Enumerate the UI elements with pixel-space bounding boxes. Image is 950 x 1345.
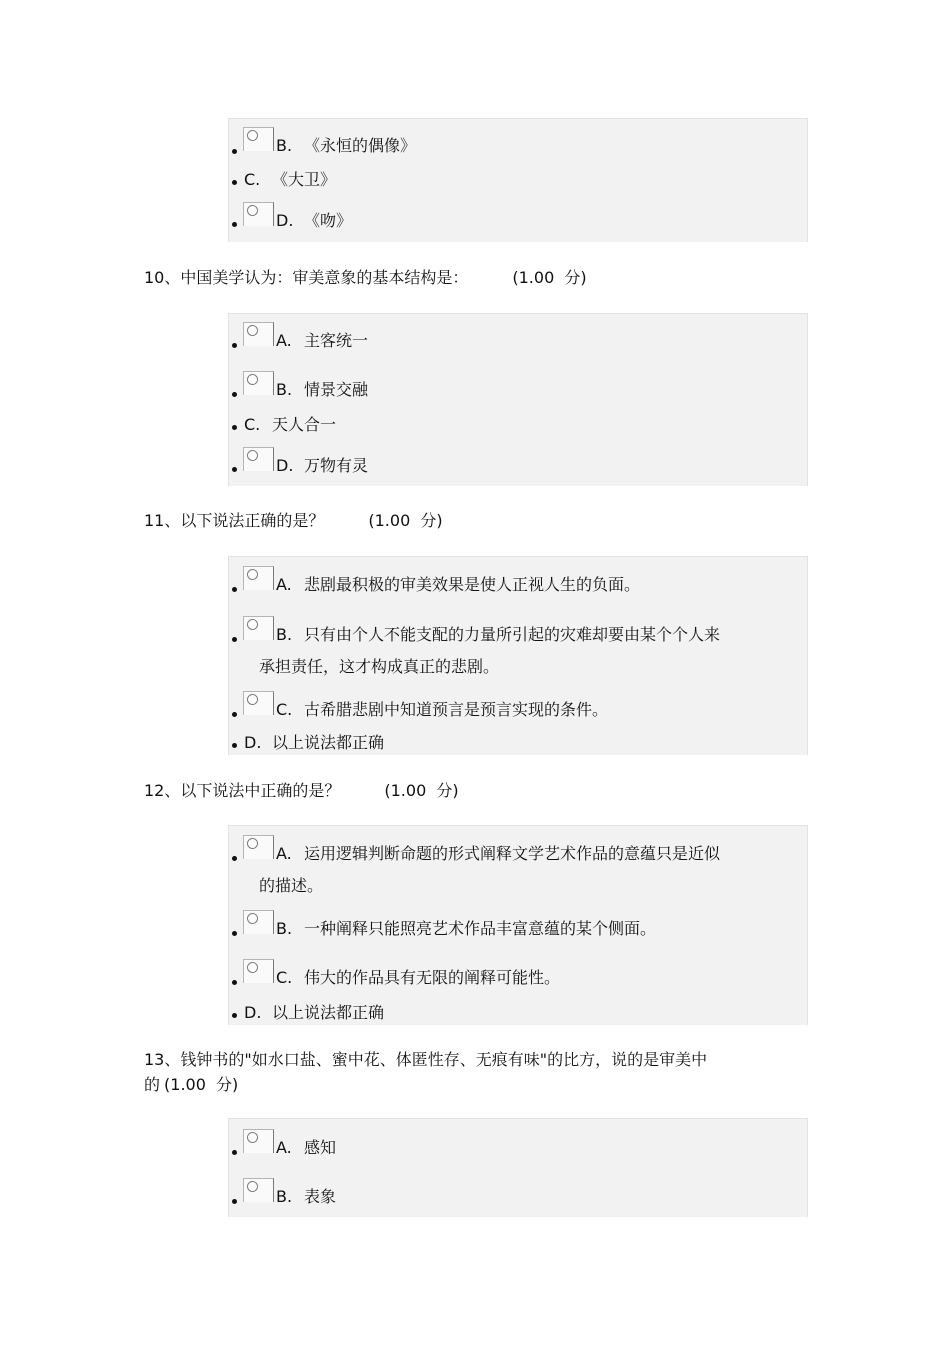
radio-circle-icon — [247, 619, 258, 630]
option-letter: C. — [276, 700, 293, 719]
option-letter: D. — [244, 1003, 262, 1022]
option-letter: A. — [276, 575, 292, 594]
bullet-icon — [232, 425, 237, 430]
question-text-continued: 的 — [144, 1075, 161, 1094]
radio-button[interactable] — [243, 447, 274, 471]
option-text: 主客统一 — [304, 331, 369, 350]
question-score: (1.00 分) — [384, 781, 459, 800]
radio-circle-icon — [247, 962, 258, 973]
radio-circle-icon — [247, 694, 258, 705]
option-text: 运用逻辑判断命题的形式阐释文学艺术作品的意蕴只是近似 — [304, 844, 721, 863]
question-text: 12、以下说法中正确的是？ — [144, 781, 341, 800]
option-letter: A. — [276, 1138, 292, 1157]
radio-button[interactable] — [243, 835, 274, 859]
option-text: 万物有灵 — [304, 456, 369, 475]
radio-button[interactable] — [243, 691, 274, 715]
option-letter: D. — [276, 456, 294, 475]
radio-circle-icon — [247, 374, 258, 385]
radio-circle-icon — [247, 450, 258, 461]
radio-button[interactable] — [243, 371, 274, 395]
option-letter: B. — [276, 919, 293, 938]
option-text: 天人合一 — [272, 415, 337, 434]
bullet-icon — [232, 587, 237, 592]
option-text: 情景交融 — [304, 380, 369, 399]
bullet-icon — [232, 980, 237, 985]
radio-button[interactable] — [243, 566, 274, 590]
radio-button[interactable] — [243, 1178, 274, 1202]
option-text: 《大卫》 — [272, 170, 337, 189]
bullet-icon — [232, 1013, 237, 1018]
option-text: 以上说法都正确 — [272, 1003, 385, 1022]
question-score: (1.00 分) — [512, 268, 587, 287]
option-letter: B. — [276, 1187, 293, 1206]
option-text-continued: 承担责任，这才构成真正的悲剧。 — [259, 657, 500, 676]
question-score: (1.00 分) — [368, 511, 443, 530]
radio-circle-icon — [247, 1181, 258, 1192]
option-text: 伟大的作品具有无限的阐释可能性。 — [304, 968, 561, 987]
radio-circle-icon — [247, 130, 258, 141]
bullet-icon — [232, 392, 237, 397]
option-letter: C. — [276, 968, 293, 987]
radio-button[interactable] — [243, 127, 274, 151]
bullet-icon — [232, 343, 237, 348]
bullet-icon — [232, 637, 237, 642]
radio-circle-icon — [247, 913, 258, 924]
bullet-icon — [232, 712, 237, 717]
option-text: 感知 — [304, 1138, 337, 1157]
radio-button[interactable] — [243, 322, 274, 346]
question-score: (1.00 分) — [164, 1075, 239, 1094]
bullet-icon — [232, 856, 237, 861]
option-text: 古希腊悲剧中知道预言是预言实现的条件。 — [304, 700, 609, 719]
radio-button[interactable] — [243, 1129, 274, 1153]
radio-button[interactable] — [243, 910, 274, 934]
question-text: 11、以下说法正确的是？ — [144, 511, 325, 530]
bullet-icon — [232, 149, 237, 154]
radio-button[interactable] — [243, 959, 274, 983]
bullet-icon — [232, 222, 237, 227]
option-letter: C. — [244, 415, 261, 434]
bullet-icon — [232, 1150, 237, 1155]
question-13 — [144, 1047, 804, 1097]
option-text-continued: 的描述。 — [259, 876, 324, 895]
option-text: 《永恒的偶像》 — [304, 136, 417, 155]
bullet-icon — [232, 743, 237, 748]
option-letter: B. — [276, 625, 293, 644]
option-letter: C. — [244, 170, 261, 189]
radio-circle-icon — [247, 205, 258, 216]
option-text: 悲剧最积极的审美效果是使人正视人生的负面。 — [304, 575, 641, 594]
radio-circle-icon — [247, 569, 258, 580]
question-12 — [144, 778, 804, 803]
bullet-icon — [232, 467, 237, 472]
option-letter: B. — [276, 380, 293, 399]
bullet-icon — [232, 180, 237, 185]
option-letter: D. — [276, 211, 294, 230]
radio-circle-icon — [247, 1132, 258, 1143]
question-10 — [144, 265, 804, 290]
option-text: 表象 — [304, 1187, 337, 1206]
question-text: 13、钱钟书的"如水口盐、蜜中花、体匿性存、无痕有味"的比方，说的是审美中 — [144, 1050, 708, 1069]
bullet-icon — [232, 931, 237, 936]
option-text: 《吻》 — [304, 211, 353, 230]
option-letter: A. — [276, 844, 292, 863]
bullet-icon — [232, 1199, 237, 1204]
radio-button[interactable] — [243, 616, 274, 640]
option-letter: B. — [276, 136, 293, 155]
option-text: 以上说法都正确 — [272, 733, 385, 752]
question-text: 10、中国美学认为：审美意象的基本结构是： — [144, 268, 469, 287]
option-letter: A. — [276, 331, 292, 350]
radio-circle-icon — [247, 325, 258, 336]
radio-circle-icon — [247, 838, 258, 849]
option-text: 只有由个人不能支配的力量所引起的灾难却要由某个个人来 — [304, 625, 721, 644]
option-text: 一种阐释只能照亮艺术作品丰富意蕴的某个侧面。 — [304, 919, 657, 938]
option-letter: D. — [244, 733, 262, 752]
question-11 — [144, 508, 804, 533]
radio-button[interactable] — [243, 202, 274, 226]
